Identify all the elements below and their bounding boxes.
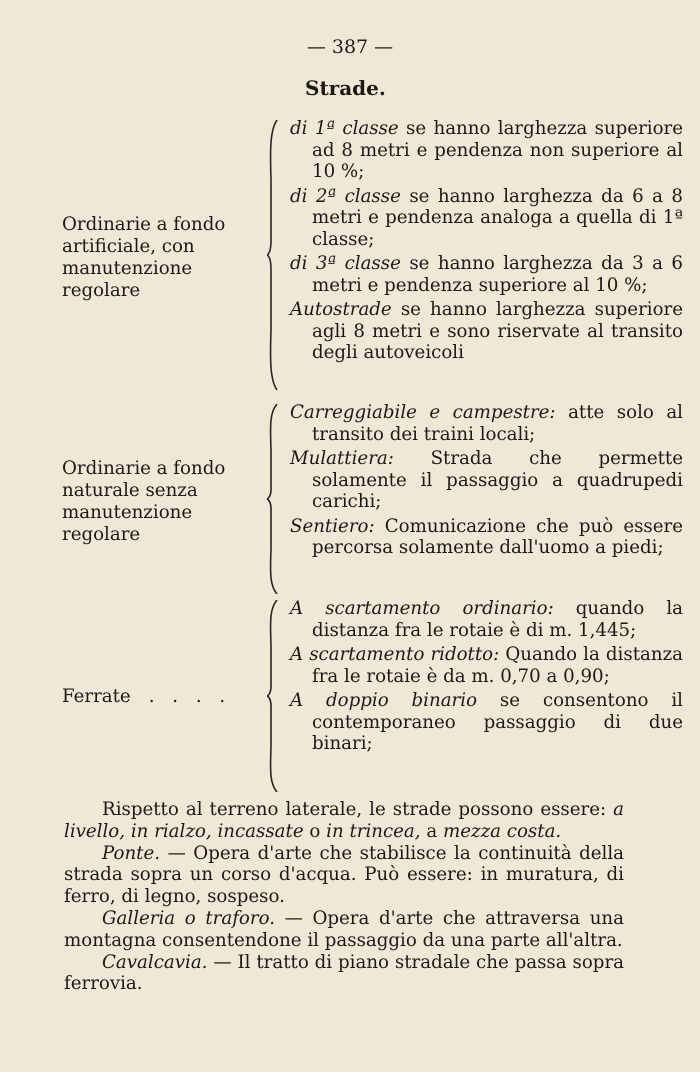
group-items xyxy=(290,118,683,367)
group-items xyxy=(290,598,683,758)
list-item: A doppio binario se consentono il contemporaneo passaggio di due binari; xyxy=(290,690,683,754)
list-item: A scartamento ordinario: quando la distanza fra le rotaie è di m. 1,445; xyxy=(290,598,683,641)
brace-icon xyxy=(267,120,279,390)
group-label: Ordinarie a fondo artificiale, con manutenzione regolare xyxy=(62,214,226,301)
group-items xyxy=(290,402,683,562)
paragraph: Rispetto al terreno laterale, le strade possono essere: a livello, in rialzo, incassate o in trincea, a mezza costa. xyxy=(64,799,624,842)
brace-icon xyxy=(267,600,279,792)
paragraph: Ponte. — Opera d'arte che stabilisce la continuità della strada sopra un corso d'acqua. Può essere: in muratura, di ferro, di legno, sospeso. xyxy=(64,842,624,908)
list-item: Autostrade se hanno larghezza superiore agli 8 metri e sono riservate al transito degli autoveicoli xyxy=(290,299,683,363)
list-item: Mulattiera: Strada che permette solamente il passaggio a quadrupedi carichi; xyxy=(290,448,683,512)
list-item: di 1ª classe se hanno larghezza superiore ad 8 metri e pendenza non superiore al 10 %; xyxy=(290,118,683,182)
brace-icon xyxy=(267,404,279,594)
body-text xyxy=(64,799,624,995)
page-title: Strade. xyxy=(305,76,386,100)
list-item: di 2ª classe se hanno larghezza da 6 a 8 metri e pendenza analoga a quella di 1ª classe; xyxy=(290,185,683,250)
page-number: — 387 — xyxy=(306,36,394,58)
list-item: di 3ª classe se hanno larghezza da 3 a 6 metri e pendenza superiore al 10 %; xyxy=(290,253,683,296)
list-item: Carreggiabile e campestre: atte solo al transito dei traini locali; xyxy=(290,402,683,445)
list-item: Sentiero: Comunicazione che può essere percorsa solamente dall'uomo a piedi; xyxy=(290,515,683,558)
paragraph: Galleria o traforo. — Opera d'arte che attraversa una montagna consentendone il passaggio da una parte all'altra. xyxy=(64,907,624,951)
group-label: Ferrate . . . . xyxy=(62,686,232,707)
paragraph: Cavalcavia. — Il tratto di piano stradale che passa sopra ferrovia. xyxy=(64,951,624,995)
list-item: A scartamento ridotto: Quando la distanza fra le rotaie è da m. 0,70 a 0,90; xyxy=(290,644,683,687)
group-label: Ordinarie a fondo naturale senza manutenzione regolare xyxy=(62,458,226,545)
